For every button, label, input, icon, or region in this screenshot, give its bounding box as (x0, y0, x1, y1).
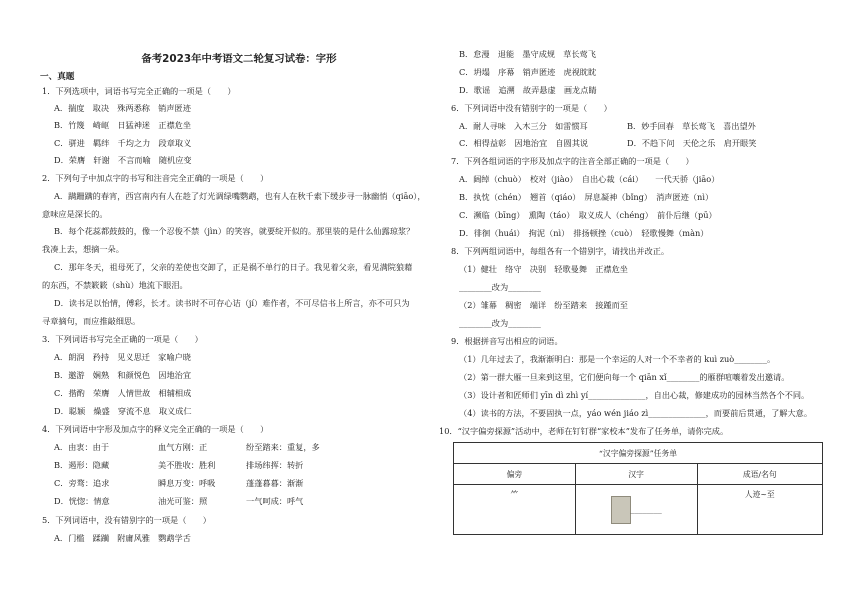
q4-d-part1: D．恍惚：情意 (54, 496, 110, 506)
q4-b-part3: 排场纬挥：转折 (246, 460, 304, 470)
q4-option-d (54, 496, 303, 506)
q4-b-part1: B．遏形：隐藏 (54, 460, 110, 470)
q4-c-part2: 瞬息万变：呼吸 (158, 478, 216, 488)
q2-option-c-line1: C．那年冬天，祖母死了，父亲的差使也交卸了，正是祸不单行的日子。我见着父亲，看见满院狼藉 (54, 262, 413, 272)
q5-option-c: C．坍塌 序幕 销声匿迹 虎视眈眈 (459, 67, 597, 77)
q7-option-c: C．濒临（bīng） 熏陶（táo） 取义成人（chéng） 前仆后继（pū） (459, 210, 717, 220)
q6-option-d: D．不趋下问 天伦之乐 肩开眼笑 (627, 138, 757, 148)
radical-cell: ⺮ (454, 485, 576, 535)
q4-stem: 4．下列词语中字形及加点字的释义完全正确的一项是（ ） (42, 424, 269, 434)
q7-stem: 7．下列各组词语的字形及加点字的注音全部正确的一项是（ ） (451, 156, 694, 166)
q1-option-a: A．揣度 取决 殊两悉称 销声匿迹 (54, 103, 191, 113)
q8-stem: 8．下列两组词语中，每组各有一个错别字，请找出并改正。 (451, 246, 670, 256)
q4-option-c (54, 478, 303, 488)
q9-item4: （4）读书的方法，不要固执一点，yáo wén jiáo zì______________，而要前后贯通，了解大意。 (459, 408, 813, 418)
q9-item1: （1）几年过去了，我渐渐明白：那是一个幸运的人对一个不幸者的 kuì zuò________。 (459, 354, 776, 364)
q1-option-c: C．骈进 羁绊 千均之力 段章取义 (54, 138, 192, 148)
idiom-cell: 人迹~至 (697, 485, 822, 535)
col-header-radical: 偏旁 (454, 464, 576, 485)
q5-option-a: A．门槛 蹂躏 附庸风雅 鹦鹉学舌 (54, 533, 191, 543)
q3-option-d: D．聪颖 燥盛 穿流不息 取义成仁 (54, 406, 192, 416)
q8-group2: （2）雏幕 稠密 端详 纷至踏来 接踵而至 (459, 300, 628, 310)
q8-group1: （1）健壮 络守 决别 轻歌曼舞 正襟危坐 (459, 264, 628, 274)
q4-c-part1: C．旁骛：追求 (54, 478, 110, 488)
q2-option-b-line1: B．每个花蕊都鼓鼓的，像一个忍俊不禁（jìn）的笑容，就要绽开似的。那里装的是什么仙露琼浆？ (54, 226, 415, 236)
q2-option-a-line2: 意味应是深长的。 (42, 209, 108, 219)
q2-option-d-line2: 寻章摘句，而应推敲细思。 (42, 316, 141, 326)
q5-option-d: D．歌谣 追溯 故弄悬虚 画龙点睛 (459, 85, 597, 95)
q5-option-b: B．怠漫 退能 墨守成规 草长莺飞 (459, 49, 597, 59)
q7-option-a: A．阔绰（chuò） 校对（jiào） 自出心裁（cái） 一代天骄（jiāo） (459, 174, 720, 184)
q5-stem: 5．下列词语中，没有错别字的一项是（ ） (42, 515, 211, 525)
q2-option-b-line2: 我凑上去，想摘一朵。 (42, 244, 124, 254)
q8-group1-answer[interactable]: ________改为________ (459, 282, 541, 292)
q4-a-part1: A．由衷：由于 (54, 442, 110, 452)
q6-option-c: C．相得益彰 因地治宜 自圆其说 (459, 138, 589, 148)
right-column (439, 0, 823, 596)
q6-option-a: A．耐人寻味 入木三分 如雷惯耳 (459, 121, 588, 131)
q2-option-a-line1: A．蹒跚蹒的春宵，西宫南内有人在趁了灯光调绿嘴鹦鹉，也有人在秋千索下缓步寻一脉幽悄（qiāo）， (54, 191, 426, 201)
ancient-character-glyph-icon (611, 496, 631, 524)
task-sheet-table (453, 442, 823, 535)
q9-stem: 9．根据拼音写出相应的词语。 (451, 336, 563, 346)
q9-item3: （3）设计者和匠师们 yīn dì zhì yí______________，自出心裁，修建成功的园林当然各个不同。 (459, 390, 810, 400)
q3-option-c: C．揩酌 荣膺 人情世故 相辅相成 (54, 388, 192, 398)
character-cell[interactable] (575, 485, 697, 535)
q4-option-b (54, 460, 303, 470)
q3-option-a: A．朗润 矜持 见义思迁 家喻户晓 (54, 352, 191, 362)
q1-option-b: B．竹篾 崎岖 日猛神迷 正襟危坐 (54, 120, 192, 130)
q8-group2-answer[interactable]: ________改为________ (459, 318, 541, 328)
q3-stem: 3．下列词语书写完全正确的一项是（ ） (42, 334, 203, 344)
q2-option-d-line1: D．读书足以怡情，傅彩，长才。读书时不可存心诘（jí）难作者，不可尽信书上所言，亦不可只为 (54, 298, 410, 308)
q4-b-part2: 美不胜收：胜利 (158, 460, 216, 470)
q6-option-b: B．妙手回春 草长莺飞 喜出望外 (627, 121, 756, 131)
q9-item2: （2）第一群大雁一旦来到这里，它们便向每一个 qiān xǐ________的雁群喧嚷着发出邀请。 (459, 372, 790, 382)
q3-option-b: B．邀游 娴熟 和颜悦色 因地治宜 (54, 370, 192, 380)
q4-a-part3: 纷至踏来：重复，多 (246, 442, 320, 452)
q7-option-d: D．徘徊（huái） 拘泥（nì） 排扬顿挫（cuò） 轻歌慢舞（màn） (459, 228, 709, 238)
q6-stem: 6．下列词语中没有错别字的一项是（ ） (451, 103, 612, 113)
q10-stem: 10．“汉字偏旁探源”活动中，老师在钉钉群“家校本”发布了任务单，请你完成。 (439, 426, 729, 436)
q4-option-a (54, 442, 320, 452)
q4-a-part2: 血气方刚：正 (158, 442, 208, 452)
q1-option-d: D．荣膺 轩谢 不言而喻 随机应变 (54, 155, 192, 165)
q7-option-b: B．执忱（chén） 翘首（qiáo） 屏息凝神（bǐng） 消声匿迹（nì） (459, 192, 714, 202)
q4-c-part3: 蓬蓬暮暮：渐渐 (246, 478, 304, 488)
col-header-character: 汉字 (575, 464, 697, 485)
q4-d-part3: 一气呵成：呼气 (246, 496, 304, 506)
character-blank[interactable]: ________ (630, 504, 662, 514)
document-title: 备考2023年中考语文二轮复习试卷：字形 (141, 53, 337, 65)
section-heading: 一、真题 (40, 72, 75, 82)
q1-stem: 1．下列选项中，词语书写完全正确的一项是（ ） (42, 86, 236, 96)
task-sheet-title: “汉字偏旁探源”任务单 (454, 443, 823, 464)
q2-stem: 2．下列句子中加点字的书写和注音完全正确的一项是（ ） (42, 173, 269, 183)
q2-option-c-line2: 的东西，不禁簌簌（shù）地流下眼泪。 (42, 280, 188, 290)
col-header-idiom: 成语/名句 (697, 464, 822, 485)
left-column (38, 0, 440, 596)
q4-d-part2: 油光可鉴：照 (158, 496, 208, 506)
